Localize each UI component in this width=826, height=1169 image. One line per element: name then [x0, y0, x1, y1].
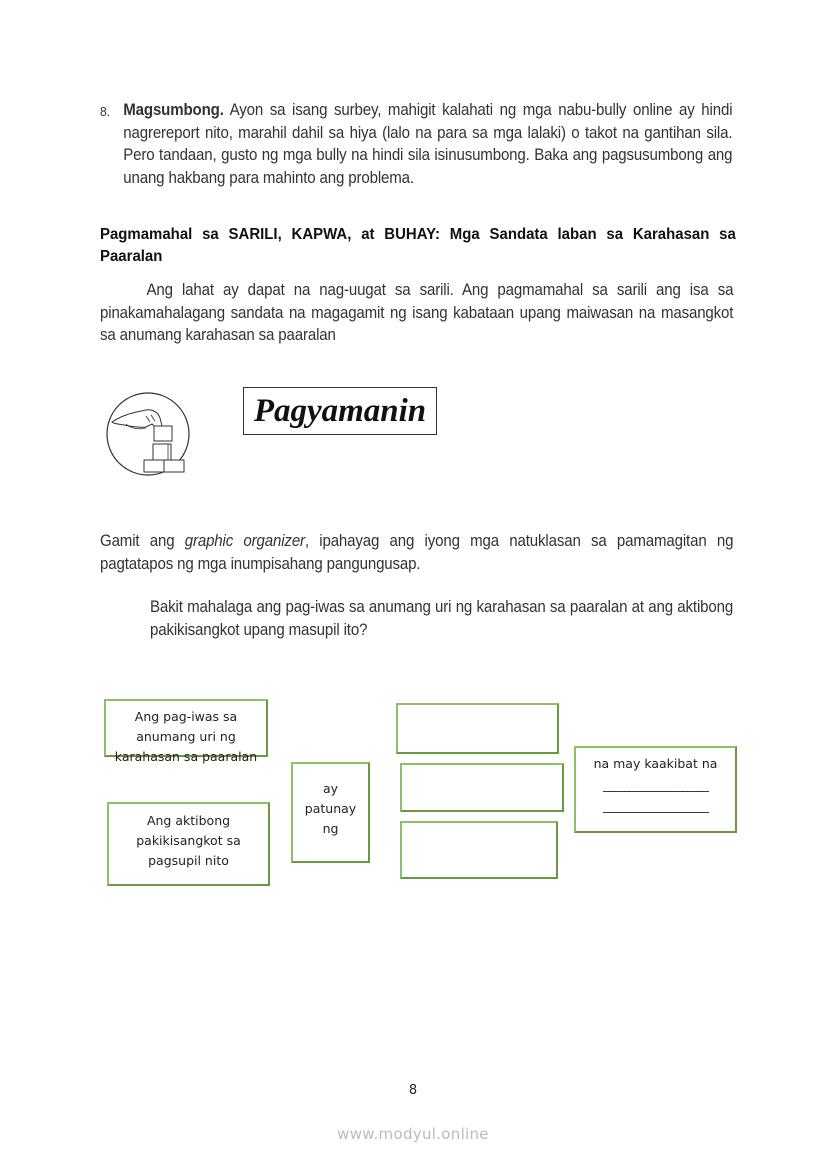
item-title: Magsumbong.: [123, 101, 224, 119]
watermark: www.modyul.online: [337, 1125, 489, 1143]
box-text: ay: [322, 781, 339, 796]
item-body: [123, 99, 732, 189]
instructions-italic: graphic organizer: [184, 532, 305, 550]
box-text: Ang pag-iwas sa: [134, 709, 238, 724]
answer-box-1[interactable]: [396, 703, 559, 754]
blank-line: ____________________: [603, 798, 708, 813]
box-text: na may kaakibat na: [593, 756, 718, 771]
premise-box-2: [107, 802, 270, 886]
item-number: 8.: [100, 104, 110, 119]
instructions: [100, 530, 733, 575]
section-banner-title: Pagyamanin: [243, 387, 437, 435]
box-text: pagsupil nito: [148, 853, 229, 868]
box-text: patunay: [304, 801, 357, 816]
instructions-text: Gamit ang: [100, 532, 185, 550]
box-text: karahasan sa paaralan: [114, 749, 258, 764]
page-number: 8: [408, 1083, 418, 1098]
guide-question: Bakit mahalaga ang pag-iwas sa anumang uri ng karahasan sa paaralan at ang aktibong pakikisangkot upang masupil ito?: [150, 598, 734, 639]
box-text: pakikisangkot sa: [136, 833, 241, 848]
blank-line: ____________________: [603, 777, 708, 792]
section-heading: Pagmamahal sa SARILI, KAPWA, at BUHAY: Mga Sandata laban sa Karahasan sa Paaralan: [100, 226, 736, 265]
conclusion-box[interactable]: [574, 746, 737, 833]
answer-box-2[interactable]: [400, 763, 564, 812]
instructions-text-end: , ipahayag ang iyong mga natuklasan sa pamamagitan ng pagtatapos ng mga inumpisahang pangungusap.: [100, 532, 734, 573]
item-text: Ayon sa isang surbey, mahigit kalahati ng mga nabu-bully online ay hindi nagrereport nito, marahil dahil sa hiya (lalo na para sa mga lalaki) o takot na gantihan sila. Pero tandaan, gusto ng mga bully na hindi sila isinusumbong. Baka ang pagsusumbong ang unang hakbang para mahinto ang problema.: [123, 101, 733, 187]
premise-box-1: [104, 699, 268, 764]
list-item-8: [100, 99, 732, 189]
box-text: Ang aktibong: [146, 813, 231, 828]
section-intro: Ang lahat ay dapat na nag-uugat sa sarili. Ang pagmamahal sa sarili ang isa sa pinakamahalagang sandata na magagamit ng isang kabataan upang maiwasan na masangkot sa anumang karahasan sa paaralan: [100, 281, 734, 344]
hand-stacking-blocks-icon: [106, 392, 190, 476]
connector-box: [291, 762, 370, 863]
answer-box-3[interactable]: [400, 821, 558, 879]
box-text: anumang uri ng: [136, 729, 236, 744]
box-text: ng: [322, 821, 339, 836]
